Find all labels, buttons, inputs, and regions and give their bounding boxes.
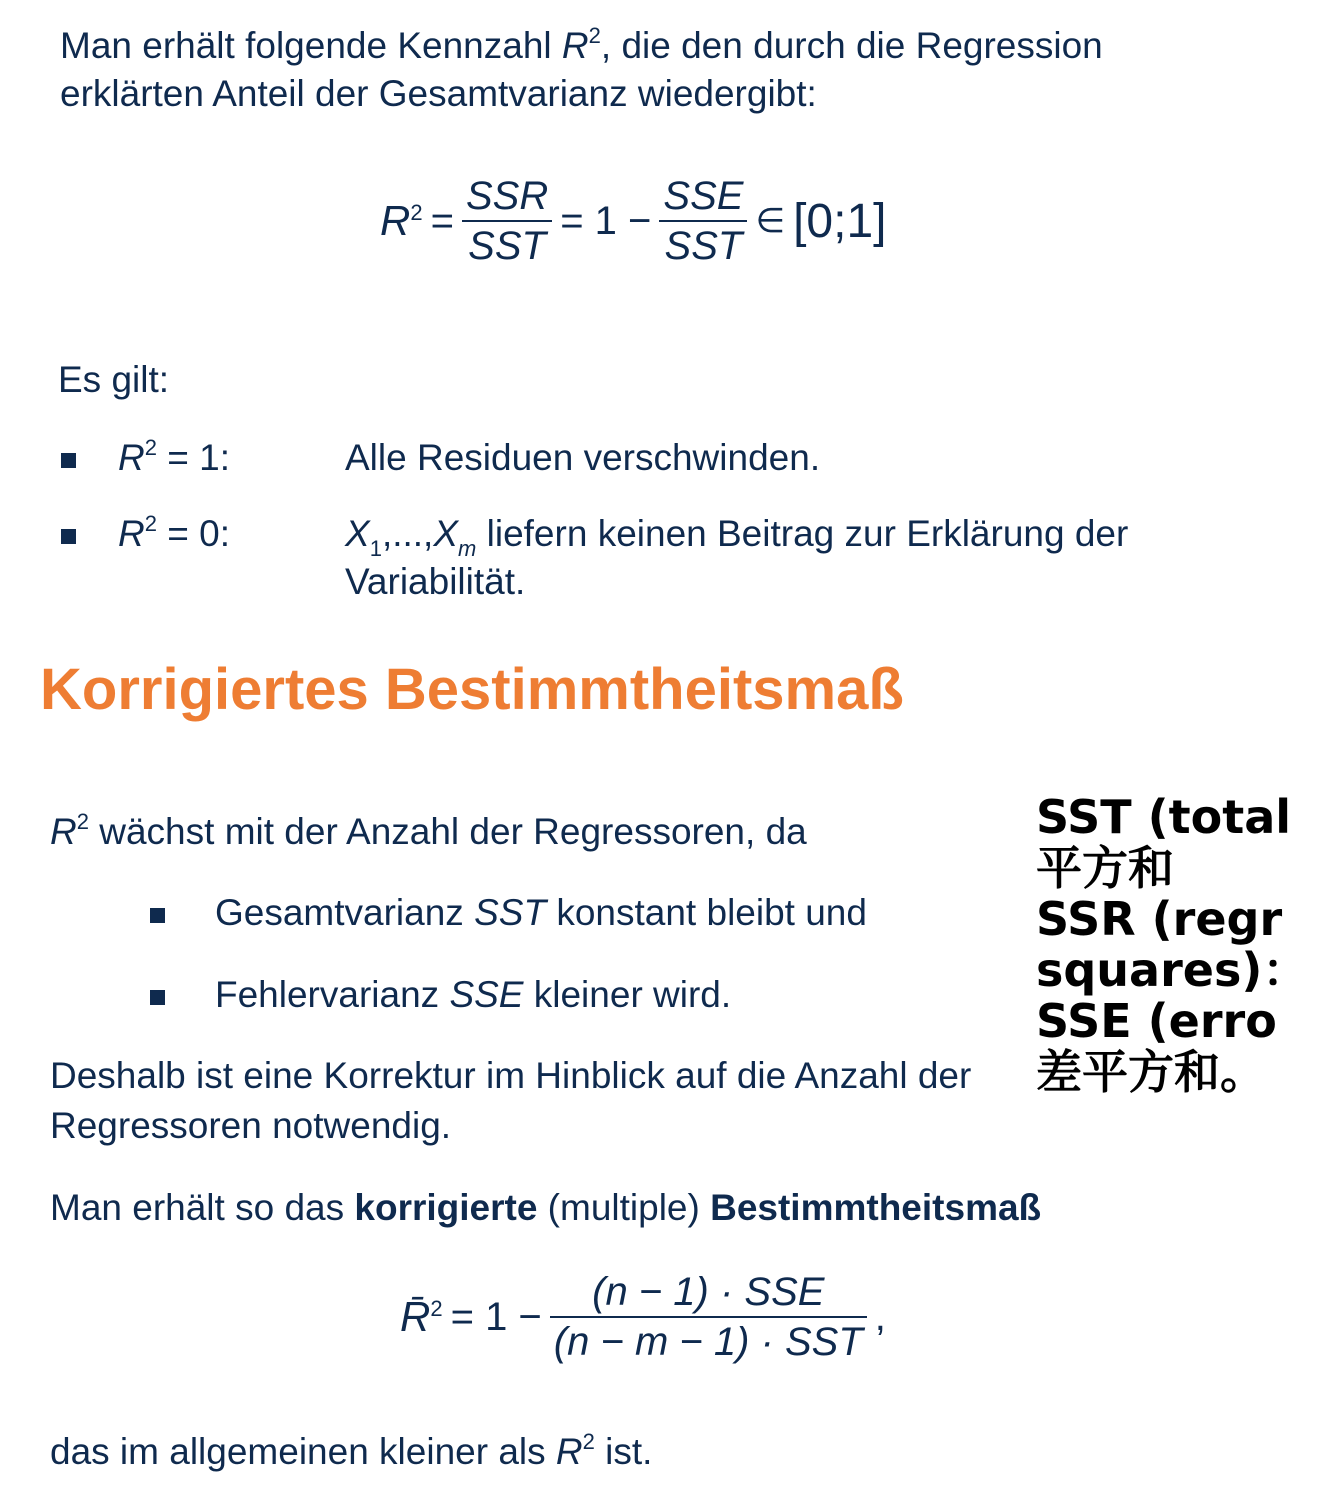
growth-item-1: Gesamtvarianz SST konstant bleibt und [215, 892, 867, 933]
section-heading: Korrigiertes Bestimmtheitsmaß [40, 657, 904, 722]
equals-sign: = [430, 198, 454, 243]
overlay-annotation [1036, 792, 1334, 1102]
es-gilt-label: Es gilt: [58, 359, 170, 400]
overlay-line: SSE (erro [1036, 994, 1277, 1048]
result-line: Man erhält so das korrigierte (multiple) Bestimmtheitsmaß [50, 1187, 1042, 1228]
case-r2-0: $R^2 = 0$: [118, 511, 231, 554]
adjusted-r-squared-formula [400, 1268, 886, 1366]
one-minus: = 1 − [450, 1294, 542, 1339]
denominator: (n − m − 1) · SST [553, 1320, 863, 1364]
overlay-line: 差平方和。 [1036, 1045, 1266, 1099]
one-minus: = 1 − [560, 198, 652, 243]
r-squared-formula [380, 172, 886, 270]
overlay-line: squares)： [1036, 943, 1309, 997]
interval: [0;1] [793, 194, 887, 248]
final-line: das im allgemeinen kleiner als $R^2$ ist. [50, 1429, 653, 1472]
case-r2-1: $R^2 = 1$: [118, 435, 231, 478]
case-r2-0-desc-line2: Variabilität. [345, 561, 526, 602]
fraction-ssr-sst [462, 172, 552, 270]
case-r2-1-desc: Alle Residuen verschwinden. [345, 437, 821, 478]
intro-line-1 [60, 22, 1103, 70]
bullet-icon [61, 529, 76, 544]
growth-line: $R^2$ wächst mit der Anzahl der Regressoren, da [50, 809, 807, 852]
intro-line-2: erklärten Anteil der Gesamtvarianz wiedergibt: [60, 73, 817, 114]
overlay-line: 平方和 [1036, 841, 1174, 895]
fraction-sse-sst [659, 172, 747, 270]
growth-item-2: Fehlervarianz SSE kleiner wird. [215, 974, 732, 1015]
numerator: (n − 1) · SSE [592, 1270, 825, 1314]
bullet-icon [150, 908, 165, 923]
overlay-line: SSR (regr [1036, 892, 1283, 946]
numerator: SSR [465, 174, 549, 218]
r-symbol: R [561, 25, 589, 66]
superscript: 2 [588, 23, 601, 48]
denominator: SST [468, 224, 546, 268]
comma: , [874, 1294, 886, 1339]
intro-text: Man erhält folgende Kennzahl [60, 25, 562, 66]
overlay-line: SST (total [1036, 792, 1291, 844]
element-of-symbol: ∈ [755, 202, 786, 240]
deshalb-line-1: Deshalb ist eine Korrektur im Hinblick auf die Anzahl der [50, 1055, 972, 1096]
bullet-icon [150, 990, 165, 1005]
fraction-adjusted [550, 1268, 867, 1366]
bullet-icon [61, 453, 76, 468]
numerator: SSE [663, 174, 744, 218]
intro-text: , die den durch die Regression [600, 25, 1103, 66]
deshalb-line-2: Regressoren notwendig. [50, 1105, 452, 1146]
denominator: SST [664, 224, 743, 268]
formula-lhs: $R^2$ [380, 197, 423, 244]
formula-lhs: R̄$^2$ [400, 1293, 443, 1340]
case-r2-0-desc: $X_1,...,X_m$ liefern keinen Beitrag zur Erklärung der [345, 513, 1129, 561]
